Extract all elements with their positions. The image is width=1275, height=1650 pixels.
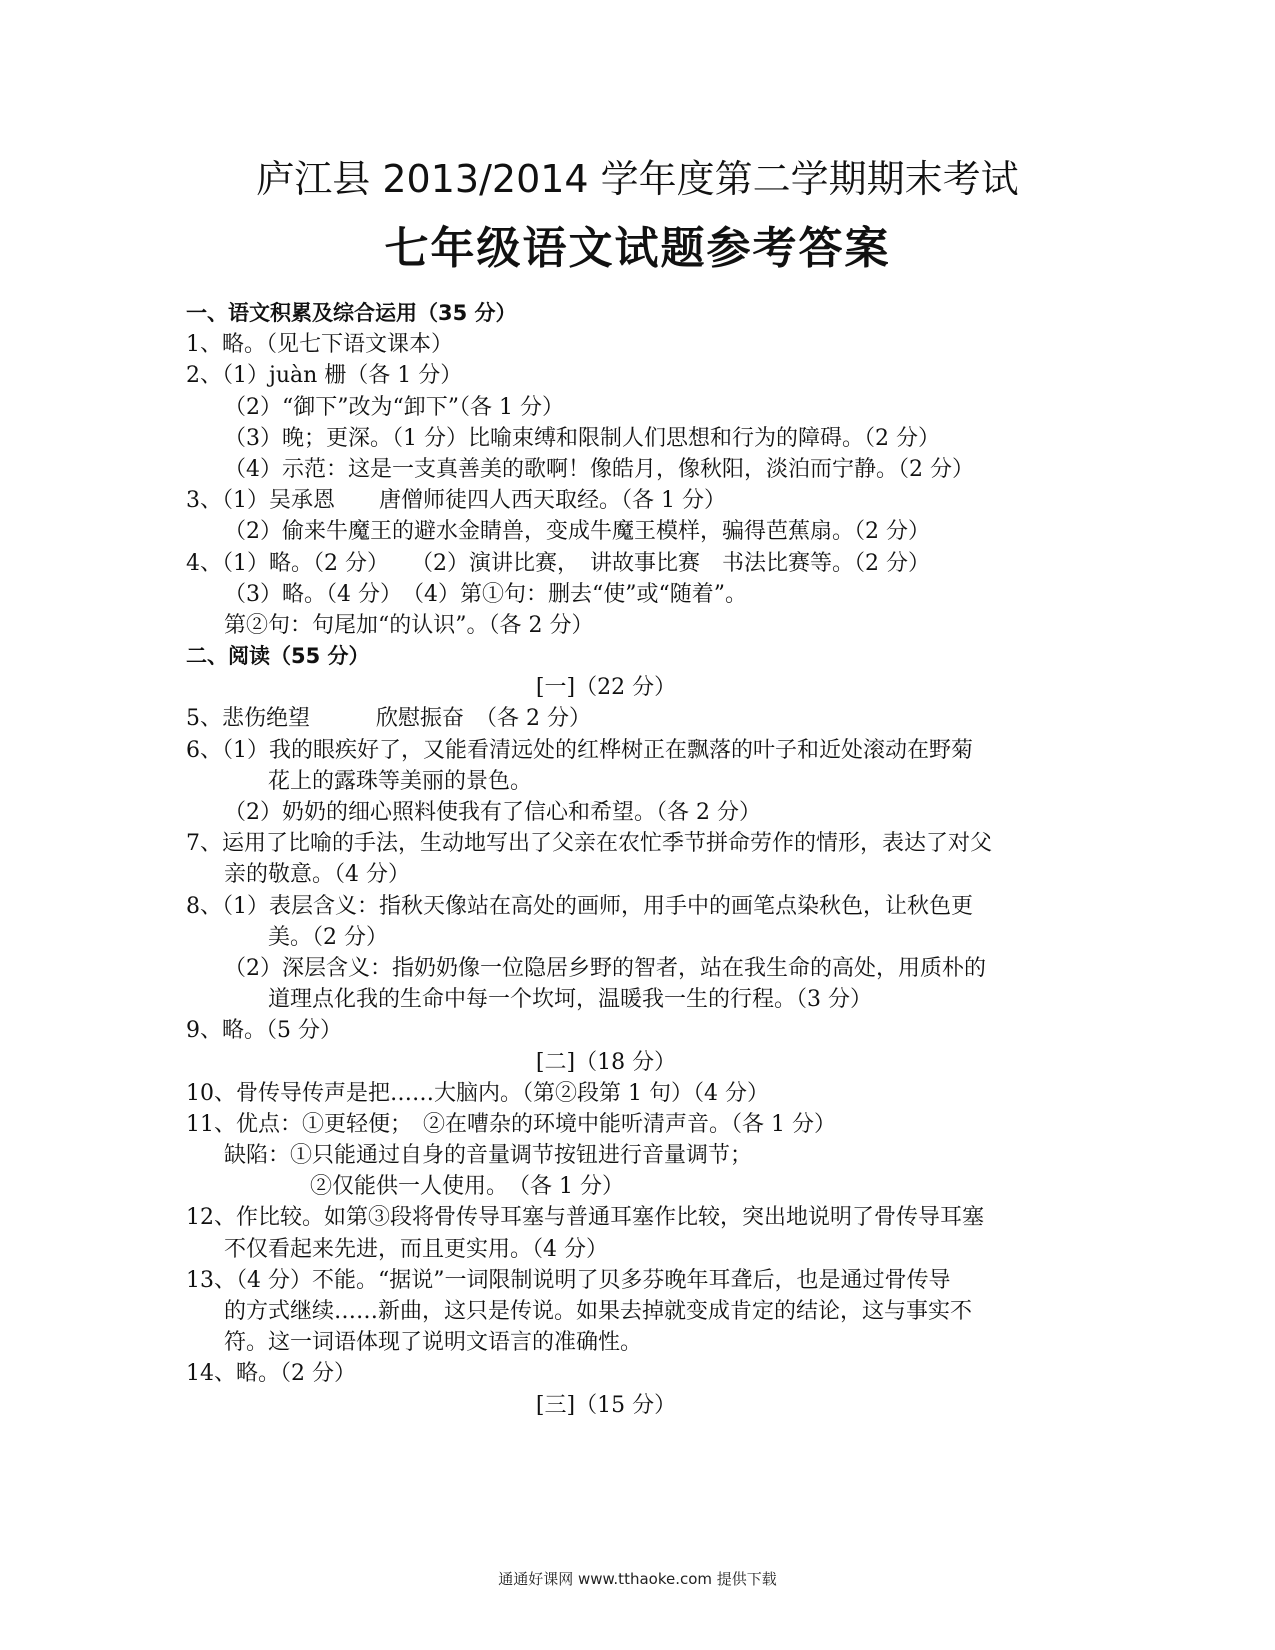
answer-line: 2、（1）juàn 栅（各 1 分） xyxy=(186,363,463,389)
answer-line: （2）“御下”改为“卸下”（各 1 分） xyxy=(224,394,564,420)
answer-line: （3）略。（4 分） （4）第①句：删去“使”或“随着”。 xyxy=(224,581,747,607)
answer-line: 符。这一词语体现了说明文语言的准确性。 xyxy=(224,1330,643,1356)
answer-line: 不仅看起来先进，而且更实用。（4 分） xyxy=(224,1236,608,1262)
subsection-heading: [三]（15 分） xyxy=(535,1392,677,1418)
footer-credit: 通通好课网 www.tthaoke.com 提供下载 xyxy=(498,1570,777,1588)
answer-line: 道理点化我的生命中每一个坎坷，温暖我一生的行程。（3 分） xyxy=(268,987,872,1013)
answer-line: 第②句：句尾加“的认识”。（各 2 分） xyxy=(224,612,594,638)
answer-line: 10、骨传导传声是把……大脑内。（第②段第 1 句）（4 分） xyxy=(186,1080,769,1106)
section-heading: 一、语文积累及综合运用（35 分） xyxy=(186,301,517,325)
answer-line: 美。（2 分） xyxy=(268,924,388,950)
answer-line: 亲的敬意。（4 分） xyxy=(224,862,410,888)
document-subtitle: 七年级语文试题参考答案 xyxy=(384,223,891,274)
answer-line: （2）深层含义：指奶奶像一位隐居乡野的智者，站在我生命的高处，用质朴的 xyxy=(224,955,986,981)
answer-body xyxy=(186,298,1066,1421)
answer-line: 13、（4 分）不能。“据说”一词限制说明了贝多芬晚年耳聋后，也是通过骨传导 xyxy=(186,1267,951,1293)
answer-line: （3）晚；更深。（1 分）比喻束缚和限制人们思想和行为的障碍。（2 分） xyxy=(224,425,940,451)
answer-line: 缺陷：①只能通过自身的音量调节按钮进行音量调节； xyxy=(224,1143,753,1169)
answer-line: 4、（1）略。（2 分） （2）演讲比赛， 讲故事比赛 书法比赛等。（2 分） xyxy=(186,550,930,576)
subsection-heading: [二]（18 分） xyxy=(535,1049,677,1075)
answer-line: 3、（1）吴承恩 唐僧师徒四人西天取经。（各 1 分） xyxy=(186,488,726,514)
answer-line: （4）示范：这是一支真善美的歌啊！像皓月，像秋阳，淡泊而宁静。（2 分） xyxy=(224,456,974,482)
answer-line: 1、略。（见七下语文课本） xyxy=(186,332,453,358)
answer-line: （2）偷来牛魔王的避水金睛兽，变成牛魔王模样，骗得芭蕉扇。（2 分） xyxy=(224,519,930,545)
answer-line: ②仅能供一人使用。 （各 1 分） xyxy=(310,1174,624,1200)
answer-line: 9、略。（5 分） xyxy=(186,1018,342,1044)
answer-line: 12、作比较。如第③段将骨传导耳塞与普通耳塞作比较，突出地说明了骨传导耳塞 xyxy=(186,1205,984,1231)
answer-line: 14、略。（2 分） xyxy=(186,1361,356,1387)
answer-line: 花上的露珠等美丽的景色。 xyxy=(268,768,533,794)
answer-line: 8、（1）表层含义：指秋天像站在高处的画师，用手中的画笔点染秋色，让秋色更 xyxy=(186,893,973,919)
answer-line: 5、悲伤绝望 欣慰振奋 （各 2 分） xyxy=(186,706,591,732)
answer-line: （2）奶奶的细心照料使我有了信心和希望。（各 2 分） xyxy=(224,800,761,825)
section-heading: 二、阅读（55 分） xyxy=(186,644,370,669)
answer-line: 11、优点：①更轻便； ②在嘈杂的环境中能听清声音。（各 1 分） xyxy=(186,1111,836,1137)
answer-line: 7、运用了比喻的手法，生动地写出了父亲在农忙季节拼命劳作的情形，表达了对父 xyxy=(186,831,992,857)
document-title: 庐江县 2013/2014 学年度第二学期期末考试 xyxy=(256,157,1019,201)
subsection-heading: [一]（22 分） xyxy=(535,675,677,701)
answer-line: 6、（1）我的眼疾好了，又能看清远处的红桦树正在飘落的叶子和近处滚动在野菊 xyxy=(186,737,973,763)
answer-line: 的方式继续……新曲，这只是传说。如果去掉就变成肯定的结论，这与事实不 xyxy=(224,1299,973,1324)
